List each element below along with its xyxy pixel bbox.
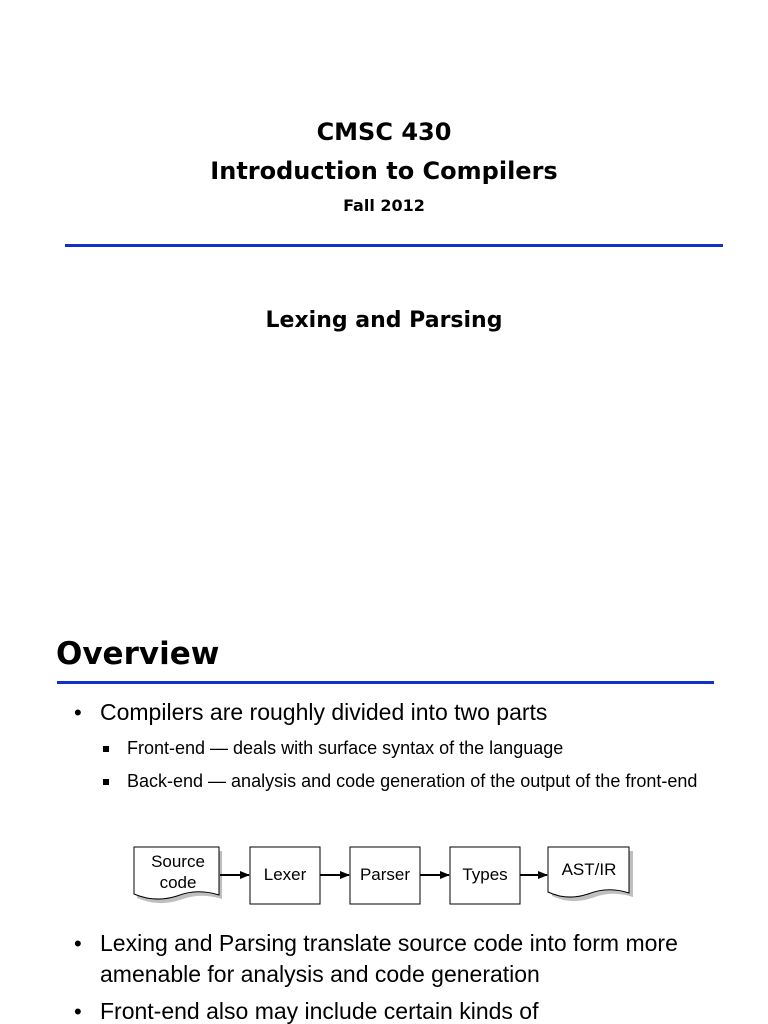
sub-bullet-text: Front-end — deals with surface syntax of the language [127, 738, 564, 758]
source-code-node [134, 847, 222, 903]
ast-ir-node [548, 847, 633, 901]
bullet-dot-icon: • [74, 700, 82, 725]
lexer-node [250, 847, 320, 904]
bullet-dot-icon: • [74, 999, 82, 1024]
course-code: CMSC 430 [316, 118, 452, 146]
sub-bullet-item [103, 736, 707, 760]
square-bullet-icon [103, 779, 109, 785]
course-title: Introduction to Compilers [210, 157, 558, 185]
parser-label: Parser [359, 865, 411, 884]
bullet-item [74, 928, 720, 990]
lexer-label: Lexer [263, 865, 307, 884]
bullet-text: Lexing and Parsing translate source code into form more amenable for analysis and code generation [100, 930, 678, 987]
lecture-title: Lexing and Parsing [265, 308, 503, 333]
title-divider [65, 244, 723, 247]
bullet-dot-icon: • [74, 931, 82, 956]
overview-divider [57, 681, 714, 684]
bullet-text: Front-end also may include certain kinds of [100, 998, 539, 1024]
compiler-pipeline-diagram [130, 842, 650, 917]
parser-node [350, 847, 420, 904]
semester-label: Fall 2012 [343, 196, 425, 215]
sub-bullet-item [103, 769, 707, 793]
bullet-item [74, 697, 720, 728]
types-node [450, 847, 520, 904]
types-label: Types [462, 865, 508, 884]
source-label-line1: Source [151, 852, 205, 871]
bullet-text: Compilers are roughly divided into two parts [100, 699, 548, 725]
overview-heading: Overview [56, 636, 220, 672]
bullet-item [74, 996, 720, 1024]
square-bullet-icon [103, 746, 109, 752]
sub-bullet-text: Back-end — analysis and code generation of the output of the front-end [127, 771, 698, 791]
ast-ir-label: AST/IR [561, 860, 617, 879]
source-label-line2: code [159, 873, 197, 892]
